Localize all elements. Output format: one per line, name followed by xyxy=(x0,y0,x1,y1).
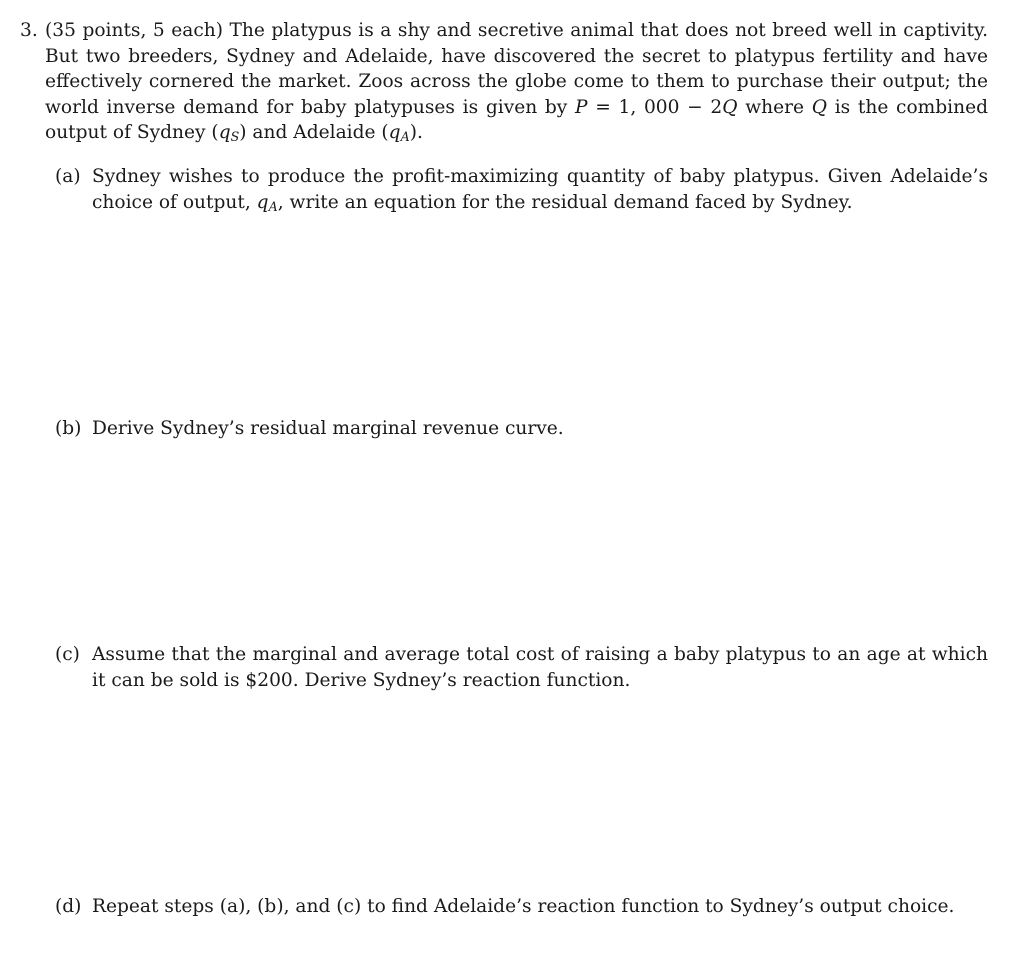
demand-equation: = 1, 000 − 2 xyxy=(587,96,723,118)
part-a-label: (a) xyxy=(55,166,81,187)
problem-text-and: ) and Adelaide ( xyxy=(239,122,389,143)
part-d xyxy=(55,894,988,920)
problem-text-combined: is the combined output of Sydney ( xyxy=(45,96,989,143)
problem-text-where: where xyxy=(737,96,812,118)
part-b-label: (b) xyxy=(55,418,82,439)
part-c-text: Assume that the marginal and average total cost of raising a baby platypus to an age at which it can be sold is $200. Derive Sydney’s reaction function. xyxy=(92,644,988,691)
part-c xyxy=(55,642,988,693)
part-d-text: Repeat steps (a), (b), and (c) to find Adelaide’s reaction function to Sydney’s output choice. xyxy=(92,896,955,917)
part-b xyxy=(55,416,988,442)
problem-3 xyxy=(20,18,988,146)
part-a-text: Sydney wishes to produce the profit-maximizing quantity of baby platypus. Given Adelaide’s choice of output, $q_A$, write an equation for the residual demand faced by Sydney. xyxy=(92,166,988,214)
part-b-text: Derive Sydney’s residual marginal revenue curve. xyxy=(92,418,564,439)
combined-output-variable: Q xyxy=(811,96,827,118)
price-variable: P xyxy=(575,96,588,118)
adelaide-output-variable-a: $q_A$ xyxy=(256,191,278,214)
part-a xyxy=(55,164,988,215)
problem-number: 3. xyxy=(20,20,38,41)
problem-text-end: ). xyxy=(409,122,423,143)
part-c-label: (c) xyxy=(55,644,80,665)
sydney-output-variable: $q_S$ xyxy=(218,122,240,145)
quantity-variable: Q xyxy=(722,96,738,118)
adelaide-output-variable: $q_A$ xyxy=(388,122,410,145)
problem-statement xyxy=(45,18,988,146)
problem-intro-text: (35 points, 5 each) The platypus is a shy and secretive animal that does not breed well in captivity. But two breeders, Sydney and Adelaide, have discovered the secret to platypus fertility and have effectively cornered the market. Zoos across the globe come to them to purchase their output; the world inverse demand for baby platypuses is given by xyxy=(45,20,988,118)
part-d-label: (d) xyxy=(55,896,82,917)
